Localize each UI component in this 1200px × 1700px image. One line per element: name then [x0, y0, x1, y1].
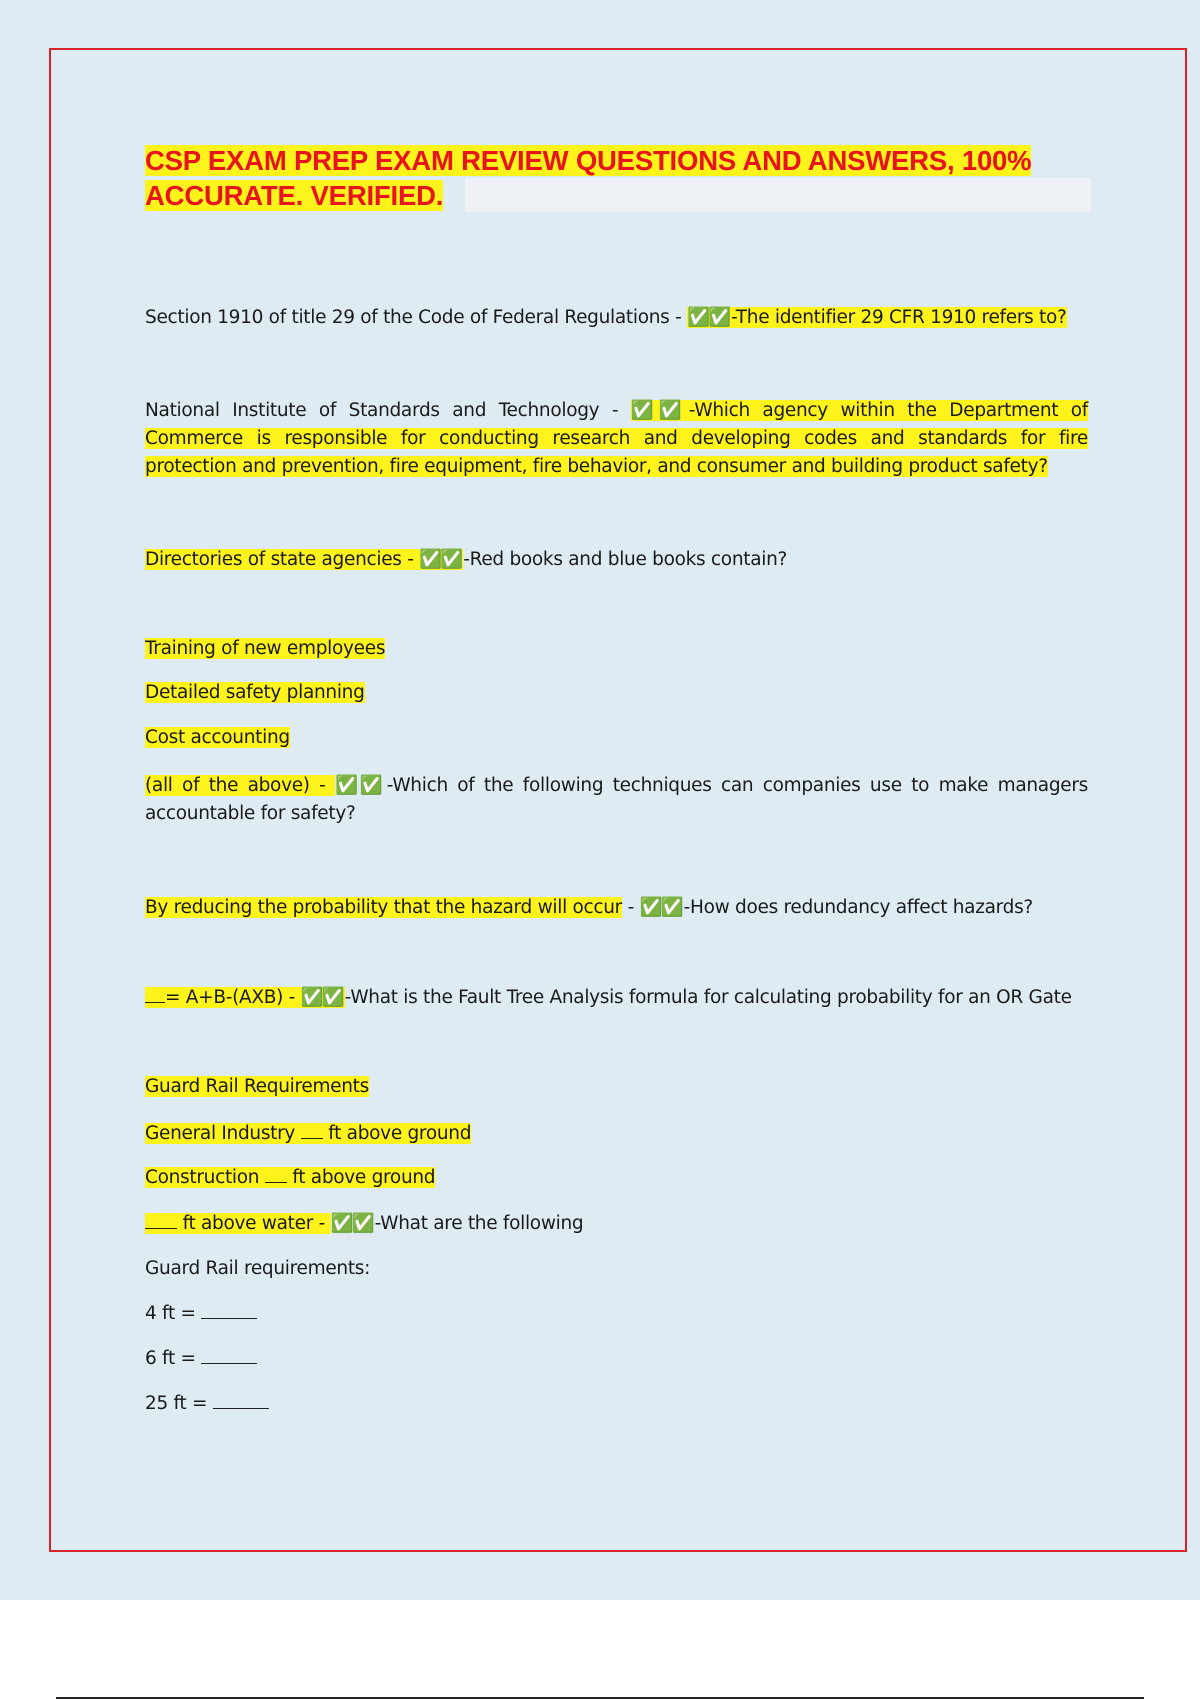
list-item: Detailed safety planning: [145, 682, 365, 703]
list-item: Construction ft above ground: [145, 1167, 436, 1188]
blank-line: [213, 1391, 269, 1409]
list-item: Cost accounting: [145, 727, 290, 748]
document-title: [145, 143, 1091, 213]
blank-line: [265, 1165, 287, 1183]
answer-text: (all of the above) -: [145, 775, 335, 796]
question-text: -The identifier 29 CFR 1910 refers to?: [731, 307, 1067, 328]
answer-text: ft above water -: [177, 1213, 331, 1234]
fill-line: 6 ft =: [145, 1345, 1088, 1373]
qa-item-7: [145, 1210, 1088, 1238]
title-line-1: CSP EXAM PREP EXAM REVIEW QUESTIONS AND ANSWERS, 100%: [145, 145, 1032, 176]
question-continuation: Guard Rail requirements:: [145, 1258, 371, 1279]
fill-line: 25 ft =: [145, 1390, 1088, 1418]
qa-item-6: [145, 984, 1088, 1012]
question-text: -Which of the following techniques can companies use to make managers accountable for safety?: [145, 775, 1088, 824]
blank-line: [301, 1121, 323, 1139]
qa-item-2: [145, 397, 1088, 481]
answer-text: Section 1910 of title 29 of the Code of Federal Regulations -: [145, 307, 688, 328]
answer-text: By reducing the probability that the hazard will occur: [145, 897, 622, 918]
qa-item-3: [145, 546, 1088, 574]
list-item: Guard Rail Requirements: [145, 1076, 369, 1097]
qa-item-4: [145, 772, 1088, 828]
answer-text: Directories of state agencies -: [145, 549, 420, 570]
list-item: Training of new employees: [145, 638, 386, 659]
title-line-2: ACCURATE. VERIFIED.: [145, 180, 444, 211]
blank-line: [201, 1301, 257, 1319]
list-item: General Industry ft above ground: [145, 1123, 472, 1144]
blank-line: [145, 1211, 177, 1229]
double-check-icon: ✅✅: [334, 775, 385, 796]
double-check-icon: ✅✅: [687, 307, 730, 328]
double-check-icon: ✅✅: [630, 400, 687, 421]
question-text: -Red books and blue books contain?: [463, 549, 788, 570]
answer-text: = A+B-(AXB) -: [165, 987, 301, 1008]
qa-item-5: By reducing the probability that the hazard will occur - ✅✅ -How does redundancy affect hazards?: [145, 897, 1033, 918]
question-text: -What are the following: [374, 1213, 584, 1234]
question-text: -How does redundancy affect hazards?: [683, 897, 1033, 918]
double-check-icon: ✅✅: [639, 897, 682, 918]
double-check-icon: ✅✅: [300, 987, 343, 1008]
double-check-icon: ✅✅: [419, 549, 462, 570]
double-check-icon: ✅✅: [330, 1213, 373, 1234]
qa-item-1: [145, 304, 1088, 332]
blank-line: [201, 1346, 257, 1364]
blank-line: [145, 985, 165, 1003]
question-text: -What is the Fault Tree Analysis formula for calculating probability for an OR Gate: [344, 987, 1072, 1008]
footer-divider: [56, 1697, 1144, 1699]
question-text: -Which agency within the Department of Commerce is responsible for conducting research and developing codes and standards for fire protection and prevention, fire equipment, fire behavior, and consumer and building product safety?: [145, 400, 1088, 477]
answer-text: National Institute of Standards and Technology -: [145, 400, 631, 421]
fill-line: 4 ft =: [145, 1300, 1088, 1328]
